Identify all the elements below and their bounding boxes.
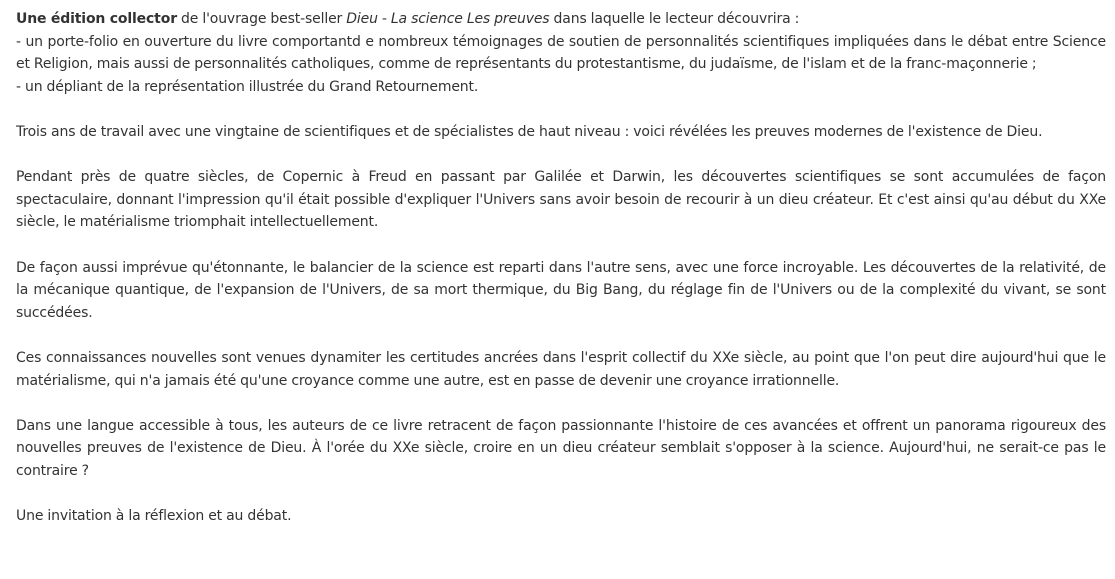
paragraph-authors: Dans une langue accessible à tous, les auteurs de ce livre retracent de façon passionnante l'histoire de ces avancées et offrent un panorama rigoureux des nouvelles preuves de l'existence de Dieu. À l'orée du XXe siècle, croire en un dieu créateur semblait s'opposer à la science. Aujourd'hui, ne serait-ce pas le contraire ? — [16, 417, 1106, 479]
paragraph-discoveries: De façon aussi imprévue qu'étonnante, le balancier de la science est reparti dans l'autre sens, avec une force incroyable. Les découvertes de la relativité, de la mécanique quantique, de l'expansion de l'Univers, de sa mort thermique, du Big Bang, du réglage fin de l'Univers ou de la complexité du vivant, se sont succédées. — [16, 259, 1106, 321]
book-title: Dieu - La science Les preuves — [346, 11, 550, 27]
collector-edition-label: Une édition collector — [16, 11, 177, 27]
intro-paragraph — [16, 8, 1106, 98]
intro-text-before-title: de l'ouvrage best-seller — [176, 11, 347, 27]
intro-text-after-title: dans laquelle le lecteur découvrira : — [549, 11, 800, 27]
paragraph-invitation: Une invitation à la réflexion et au débat. — [16, 508, 292, 525]
paragraph-materialism: Ces connaissances nouvelles sont venues dynamiter les certitudes ancrées dans l'esprit collectif du XXe siècle, au point que l'on peut dire aujourd'hui que le matérialisme, qui n'a jamais été qu'une croyance comme une autre, est en passe de devenir une croyance irrationnelle. — [16, 349, 1106, 389]
bullet-leaflet: - un dépliant de la représentation illustrée du Grand Retournement. — [16, 78, 479, 95]
paragraph-research: Trois ans de travail avec une vingtaine de scientifiques et de spécialistes de haut niveau : voici révélées les preuves modernes de l'existence de Dieu. — [16, 123, 1043, 140]
paragraph-history: Pendant près de quatre siècles, de Copernic à Freud en passant par Galilée et Darwin, les découvertes scientifiques se sont accumulées de façon spectaculaire, donnant l'impression qu'il était possible d'expliquer l'Univers sans avoir besoin de recourir à un dieu créateur. Et c'est ainsi qu'au début du XXe siècle, le matérialisme triomphait intellectuellement. — [16, 169, 1106, 231]
bullet-portfolio: - un porte-folio en ouverture du livre comportantd e nombreux témoignages de soutien de personnalités scientifiques impliquées dans le débat entre Science et Religion, mais aussi de personnalités catholiques, comme de représentants du protestantisme, du judaïsme, de l'islam et de la franc-maçonnerie ; — [16, 33, 1106, 73]
